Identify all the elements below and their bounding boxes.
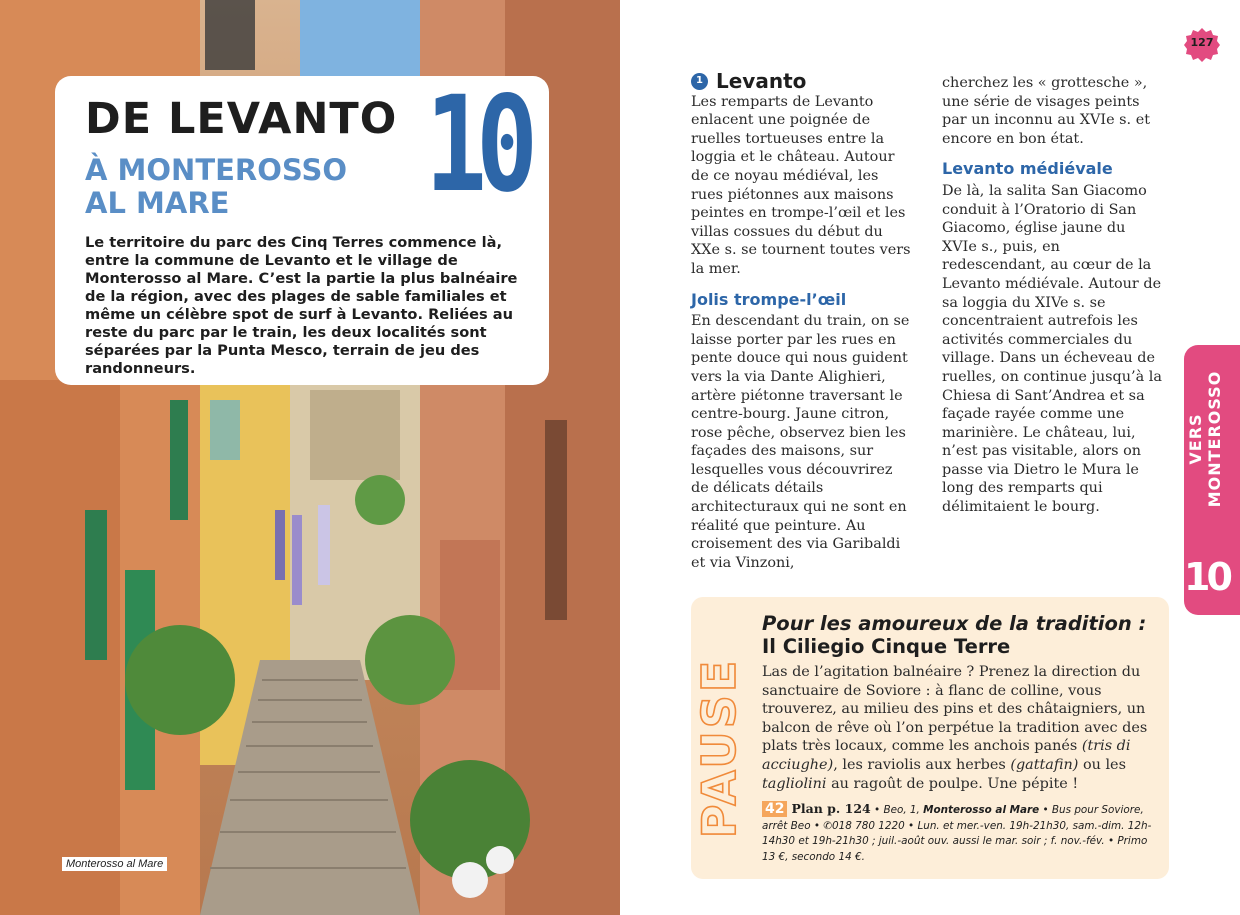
practical-details: • Bus pour Soviore, arrêt Beo • ✆018 780 1220 • Lun. et mer.-ven. 19h-21h30, sam.-dim. 12h-14h30 et 19h-21h30 ; juil.-août ouv. aussi le mar. soir ; f. nov.-fév. • Primo 13 €, secondo 14 €. (762, 804, 1152, 863)
pause-title-italic: Pour les amoureux de la tradition : (762, 612, 1147, 635)
section-title: Levanto (716, 69, 807, 93)
pause-body-italic: tagliolini (762, 775, 827, 792)
chapter-title: DE LEVANTO (85, 94, 398, 144)
page-number-badge (1183, 27, 1221, 63)
chapter-subtitle-line2: AL MARE (85, 186, 230, 220)
side-tab-label: VERS MONTEROSSO (1186, 370, 1224, 508)
paragraph-levanto-medievale: De là, la salita San Giacomo conduit à l’Oratorio di San Giacomo, église jaune du XVIe s., puis, en redescendant, au cœur de la Levanto médiévale. Autour de sa loggia du XIVe s. se concentraient autrefois les activités commerciales du village. Dans un écheveau de ruelles, on continue jusqu’à la Chiesa di Sant’Andrea et sa façade rayée comme une marinière. Le château, lui, n’est pas visitable, alors on passe via Dietro le Mura le long des remparts qui délimitaient le bourg. (942, 182, 1162, 516)
paragraph-trompe-loeil: En descendant du train, on se laisse porter par les rues en pente douce qui nous guident vers la via Dante Alighieri, artère piétonne traversant le centre-bourg. Jaune citron, rose pêche, observez bien les façades des maisons, sur lesquelles vous découvrirez de délicats détails architecturaux qui ne sont en réalité que peinture. Au croisement des via Garibaldi et via Vinzoni, (691, 313, 910, 571)
address-prefix: • Beo, 1, (870, 804, 924, 816)
pause-body-italic: (tris di acciughe) (762, 738, 1131, 773)
pause-title (762, 612, 1162, 658)
subheading-trompe-loeil: Jolis trompe-l’œil (691, 289, 847, 309)
pause-body-text: , les raviolis aux herbes (833, 756, 1011, 773)
address-locality: Monterosso al Mare (923, 804, 1040, 816)
chapter-number: 10 (425, 68, 528, 222)
photo-caption: Monterosso al Mare (62, 857, 167, 871)
pause-body-text: ou les (1078, 756, 1126, 773)
pause-box (691, 597, 1169, 879)
pause-label: PAUSE (692, 657, 746, 839)
pause-body (762, 663, 1156, 793)
side-tab-number: 10 (1184, 555, 1229, 599)
chapter-subtitle (85, 154, 347, 220)
pause-body-text: Las de l’agitation balnéaire ? Prenez la direction du sanctuaire de Soviore : à flanc de colline, vous trouverez, au milieu des pins et des châtaigniers, un balcon de rêve où l’on perpétue la tradition avec des plats très locaux, comme les anchois panés (762, 664, 1148, 755)
section-heading (691, 69, 913, 93)
paragraph-levanto-intro: Les remparts de Levanto enlacent une poignée de ruelles tortueuses entre la loggia et le château. Autour de ce noyau médiéval, les rues piétonnes aux maisons peintes en trompe-l’œil et les villas cossues du début du XXe s. se tournent toutes vers la mer. (691, 93, 911, 277)
text-column-2 (942, 74, 1164, 517)
pause-body-italic: (gattafin) (1010, 756, 1079, 773)
paragraph-grottesche: cherchez les « grottesche », une série de visages peints par un inconnu au XVIe s. et encore en bon état. (942, 75, 1150, 147)
pause-practical-info (762, 801, 1156, 865)
map-marker-number: 1 (691, 73, 708, 90)
chapter-side-tab (1184, 345, 1240, 615)
text-column-1 (691, 69, 913, 572)
page-number: 127 (1190, 36, 1214, 49)
chapter-subtitle-line1: À MONTEROSSO (85, 153, 348, 187)
map-pin-number: 42 (762, 801, 787, 817)
chapter-title-card (55, 68, 549, 385)
subheading-levanto-medievale: Levanto médiévale (942, 159, 1113, 179)
pause-body-text: au ragoût de poulpe. Une pépite ! (826, 775, 1079, 792)
plan-reference: Plan p. 124 (791, 801, 871, 816)
chapter-intro: Le territoire du parc des Cinq Terres commence là, entre la commune de Levanto et le village de Monterosso al Mare. C’est la partie la plus balnéaire de la région, avec des plages de sable familiales et même un célèbre spot de surf à Levanto. Reliées au reste du parc par le train, les deux localités sont séparées par la Punta Mesco, terrain de jeu des randonneurs. (85, 234, 518, 377)
pause-title-name: Il Ciliegio Cinque Terre (762, 635, 1011, 658)
